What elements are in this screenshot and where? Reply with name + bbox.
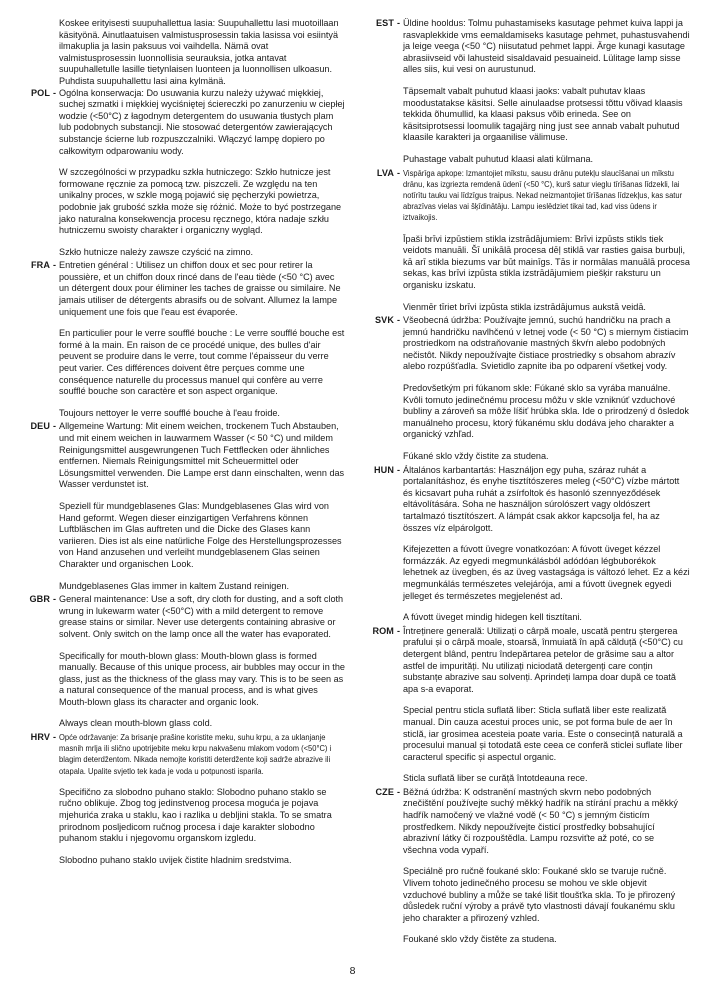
paragraph: En particulier pour le verre soufflé bouche : Le verre soufflé bouche est formé à la main. En raison de ce procédé unique, des bulles d'air peuvent se produire dans le verre, tout comme l'épaisseur du verre peut varier. Ces différences doivent être perçues comme une conséquence naturelle du processus manuel qui confère au verre soufflé bouche son caractère et son aspect organique.	[59, 328, 345, 397]
language-block	[14, 732, 346, 866]
paragraph: Īpaši brīvi izpūstiem stikla izstrādājumiem: Brīvi izpūsts stikls tiek veidots manuāli. Šī unikālā procesa dēļ stiklā var rasties gaisa burbuļi, kā arī stikla biezums var būt mainīgs. Tās ir normālas manuālā procesa sekas, kas brīvi izpūsta stikla izstrādājumiem piešķir raksturu un organisku izskatu.	[403, 233, 690, 290]
paragraph: Vienmēr tīriet brīvi izpūsta stikla izstrādājumus aukstā veidā.	[403, 301, 646, 312]
paragraph: Entretien général : Utilisez un chiffon doux et sec pour retirer la poussière, et un chiffon doux rincé dans de l'eau tiède (<50 °C) avec un détergent doux pour éliminer les taches de graisse ou similaire. Ne jamais utiliser de détergents abrasifs ou de solvant. Allumez la lampe uniquement une fois que l'eau est évaporée.	[59, 260, 341, 317]
right-column	[358, 18, 690, 948]
language-code-separator: -	[52, 732, 57, 743]
paragraph: Szkło hutnicze należy zawsze czyścić na zimno.	[59, 246, 254, 257]
paragraph: A fúvott üveget mindig hidegen kell tisztítani.	[403, 612, 582, 623]
paragraph: Sticla suflată liber se curăță întotdeauna rece.	[403, 773, 588, 784]
paragraph: Always clean mouth-blown glass cold.	[59, 718, 213, 729]
language-code-separator: -	[396, 464, 401, 475]
language-code-hun: HUN	[373, 464, 394, 475]
paragraph: Opće održavanje: Za brisanje prašine koristite meku, suhu krpu, a za uklanjanje masnih mrlja ili slično upotrijebite meku krpu nakvašenu mlakom vodom (<50°C) i blagim deterdžentom. Nikada nemojte koristiti deterdžente koji sadrže abrazive ili otapala. Upalite svjetlo tek kada je voda u potpunosti isparila.	[59, 732, 332, 776]
paragraph: Fúkané sklo vždy čistite za studena.	[403, 451, 549, 462]
language-block	[358, 626, 690, 785]
language-body-text	[403, 465, 690, 624]
language-body-text	[403, 168, 690, 314]
language-block	[358, 787, 690, 946]
paragraph: Mundgeblasenes Glas immer in kaltem Zustand reinigen.	[59, 580, 289, 591]
language-block	[358, 168, 690, 314]
language-code-rom: ROM	[372, 625, 394, 636]
page-footer	[0, 965, 705, 978]
paragraph: Foukané sklo vždy čistěte za studena.	[403, 934, 557, 945]
language-code-separator: -	[52, 421, 57, 432]
language-body-text	[403, 315, 690, 463]
two-column-layout	[14, 18, 691, 948]
language-code-separator: -	[396, 18, 401, 28]
paragraph: Specifično za slobodno puhano staklo: Slobodno puhano staklo se ručno oblikuje. Zbog tog jedinstvenog procesa moguća je pojava mjehurića zraka u staklu, kao i razlika u debljini stakla. To se smatra prirodnom posljedicom ručnog procesa i daje karakter slobodno puhanom staklu i njegovomu organskom izgledu.	[59, 786, 332, 844]
language-body-text	[403, 626, 690, 785]
paragraph: Speciálně pro ručně foukané sklo: Foukané sklo se tvaruje ručně. Vlivem tohoto jedinečného procesu se mohou ve skle objevit vzduchové bubliny a může se také lišit tloušťka skla. To je přirozený důsledek ruční výroby a právě tyto vlastnosti dávají foukanému sklu jeho charakter a přirozený vzhled.	[403, 866, 676, 923]
language-body-text	[403, 787, 690, 946]
language-code-fra: FRA	[31, 260, 50, 271]
left-column	[14, 18, 346, 868]
language-code-deu: DEU	[30, 421, 50, 432]
language-block	[358, 18, 690, 166]
paragraph: Üldine hooldus: Tolmu puhastamiseks kasutage pehmet kuiva lappi ja rasvaplekkide vms eemaldamiseks kasutage pehmet, puhastusvahendi ja leige veega (<50 °C) niisutatud pehmet lappi. Ärge kunagi kasutage abrasiivseid või lahusteid sisaldavaid pesuaineid. Lülitage lamp sisse alles siis, kui vesi on aurustunud.	[403, 18, 690, 75]
paragraph: Koskee erityisesti suupuhallettua lasia: Suupuhallettu lasi muotoillaan käsityönä. Ainutlaatuisen valmistusprosessin takia lasissa voi esiintyä ilmakuplia ja lasin paksuus voi vaihdella. Nämä ovat valmistusprosessin luonnollisia seurauksia, jotka antavat suupuhalletulle lasille tietynlaisen luonteen ja luonnollisen ulkoasun. Puhdista suupuhallettu lasi aina kylmänä.	[59, 18, 339, 86]
language-code-separator: -	[52, 87, 57, 98]
language-code-gbr: GBR	[29, 594, 50, 605]
language-block	[14, 421, 346, 592]
language-body-text	[59, 732, 346, 866]
language-block	[358, 465, 690, 624]
language-code-separator: -	[396, 167, 401, 178]
paragraph: Ogólna konserwacja: Do usuwania kurzu należy używać miękkiej, suchej szmatki i miękkiej wyciśniętej ściereczki po zanurzeniu w ciepłej wodzie (<50°C) z łagodnym detergentem do usuwania tłustych plam lub podobnych substancji. Nie stosować detergentów zawierających substancje ścierne lub rozpuszczalniki. Włączyć lampę dopiero po całkowitym odparowaniu wody.	[59, 87, 345, 156]
paragraph: Predovšetkým pri fúkanom skle: Fúkané sklo sa vyrába manuálne. Kvôli tomuto jedinečnému procesu môžu v skle vzniknúť vzduchové bubliny a zároveň sa môže líšiť hrúbka skla. Ide o prirodzený d ôsledok manuálneho procesu, ktorý fúkanému sklu dodáva jeho charakter a organický vzhľad.	[403, 383, 689, 440]
paragraph: General maintenance: Use a soft, dry cloth for dusting, and a soft cloth wrung in lukewarm water (<50°C) with a mild detergent to remove grease stains or similar. Never use detergents containing abrasive or solvent. Only switch on the lamp once all the water has evaporated.	[59, 594, 344, 639]
paragraph: Vispārīga apkope: Izmantojiet mīkstu, sausu drānu putekļu slaucīšanai un mīkstu drānu, kas izgriezta remdenā ūdenī (<50 °C), kurš satur vieglu tīrīšanas līdzekli, lai notīrītu tauku vai līdzīgus traipus. Nekad neizmantojiet tīrīšanas līdzekļus, kas satur abrazīvas vielas vai šķīdinātāju. Lampu ieslēdziet tikai tad, kad viss ūdens ir iztvaikojis.	[403, 167, 683, 223]
language-code-separator: -	[52, 594, 57, 605]
language-block	[358, 315, 690, 463]
paragraph: Special pentru sticla suflată liber: Sticla suflată liber este realizată manual. Din cauza acestui proces unic, se pot forma bule de aer în sticlă, iar grosimea acesteia poate varia. Este o consecință naturală a procesului manual și totodată este ceea ce conferă sticlei suflate liber caracterul specific și aspectul organic.	[403, 705, 683, 762]
paragraph: W szczególności w przypadku szkła hutniczego: Szkło hutnicze jest formowane ręcznie za pomocą tzw. piszczeli. Ze względu na ten unikalny proces, w szkle mogą pojawić się pęcherzyki powietrza, podobnie jak grubość szkła może się różnić. Może to być postrzegane jako naturalna konsekwencja procesu ręcznego, która nadaje szkłu hutniczemu swoisty charakter i organiczny wygląd.	[59, 167, 342, 236]
continuation-block	[14, 18, 346, 88]
language-code-hrv: HRV	[30, 732, 50, 743]
paragraph: Speziell für mundgeblasenes Glas: Mundgeblasenes Glas wird von Hand geformt. Wegen dieser einzigartigen Verfahrens können Luftbläschen im Glas auftreten und die Dicke des Glases kann variieren. Dies ist als eine natürliche Folge des Herstellungsprozesses von Hand anzusehen und verleiht mundgeblasenem Glas seinen Charakter und organischen Look.	[59, 500, 342, 569]
language-code-lva: LVA	[376, 167, 394, 178]
paragraph: Allgemeine Wartung: Mit einem weichen, trockenem Tuch Abstauben, und mit einem weichen in lauwarmem Wasser (< 50 °C) und mildem Reinigungsmittel ausgewrungenen Tuch Fettflecken oder ähnliches entfernen. Niemals Reinigungsmittel mit Scheuermittel oder Lösungsmittel verwenden. Die Lampe erst dann einschalten, wenn das Wasser verdunstet ist.	[59, 421, 345, 490]
paragraph: Kifejezetten a fúvott üvegre vonatkozóan: A fúvott üveget kézzel formázzák. Az egyedi megmunkálásból adódóan légbuborékok lehetnek az üvegben, és az üveg vastagsága is változó lehet. Ez a kézi megmunkálás természetes velejárója, ami a fúvott üvegnek egyedi jelleget és természetes megjelenést ad.	[403, 544, 690, 601]
language-code-svk: SVK	[375, 315, 394, 326]
language-code-pol: POL	[31, 87, 50, 98]
language-code-est: EST	[376, 18, 394, 28]
gutter-spacer	[14, 18, 59, 88]
paragraph: Slobodno puhano staklo uvijek čistite hladnim sredstvima.	[59, 854, 292, 865]
paragraph: Täpsemalt vabalt puhutud klaasi jaoks: vabalt puhutav klaas moodustatakse käsitsi. Selle ainulaadse protsessi tõttu võivad klaasis tekkida õhumullid, ka klaasi paksus võib erineda. See on käsitsiprotsessi loomulik tagajärg ning just see annab vabalt puhutud klaasile karakteri ja orgaanilise välimuse.	[403, 85, 683, 143]
page-number: 8	[349, 965, 356, 977]
language-code-separator: -	[396, 625, 401, 636]
language-body-text	[59, 88, 346, 259]
language-code-separator: -	[52, 260, 57, 271]
paragraph: Všeobecná údržba: Používajte jemnú, suchú handričku na prach a jemnú handričku navlhčenú v letnej vode (< 50 °C) s miernym čistiacim prostriedkom na odstraňovanie mastných škvŕn alebo podobných nečistôt. Nikdy nepoužívajte čistiace prostriedky s obsahom abrazív alebo rozpúšťadla. Svietidlo zapnite iba po odparení všetkej vody.	[403, 315, 689, 372]
paragraph: Általános karbantartás: Használjon egy puha, száraz ruhát a portalanításhoz, és enyhe tisztítószeres meleg (<50°C) vízbe mártott és kicsavart puha ruhát a zsírfoltok és hasonló szennyeződések eltávolítására. Soha ne használjon súrolószert vagy oldószert tartalmazó tisztítószert. A lámpát csak akkor kapcsolja fel, ha az összes víz elpárolgott.	[403, 464, 680, 533]
paragraph: Întreținere generală: Utilizați o cârpă moale, uscată pentru ștergerea prafului și o cârpă moale, stoarsă, înmuiată în apă călduță (<50°C) cu detergent blând, pentru îndepărtarea petelor de grăsime sau a altor astfel de impurități. Nu utilizați niciodată detergenți care conțin substanțe abrazive sau solvenți. Aprindeți lampa doar după ce toată apa s-a evaporat.	[403, 625, 683, 694]
paragraph: Toujours nettoyer le verre soufflé bouche à l'eau froide.	[59, 407, 280, 418]
language-body-text	[403, 18, 690, 166]
paragraph: Specifically for mouth-blown glass: Mouth-blown glass is formed manually. Because of this unique process, air bubbles may occur in the glass, just as the thickness of the glass may vary. This is to be seen as a natural consequence of the manual process, and is what gives Mouth-blown glass its character and organic look.	[59, 650, 345, 707]
language-block	[14, 260, 346, 419]
paragraph: Puhastage vabalt puhutud klaasi alati külmana.	[403, 153, 594, 164]
language-block	[14, 594, 346, 730]
language-code-cze: CZE	[375, 786, 394, 797]
language-body-text	[59, 421, 346, 592]
language-body-text	[59, 18, 346, 88]
language-body-text	[59, 594, 346, 730]
language-block	[14, 88, 346, 259]
language-code-separator: -	[396, 315, 401, 326]
language-code-separator: -	[396, 786, 401, 797]
language-body-text	[59, 260, 346, 419]
paragraph: Běžná údržba: K odstranění mastných skvrn nebo podobných znečištění používejte suchý měkký hadřík na stírání prachu a měkký hadřík namočený ve vlažné vodě (< 50 °C) s jemným čisticím prostředkem. Nikdy nepoužívejte čisticí prostředky bobsahující abrazivní látky či rozpouštědla. Lampu rozsviťte až poté, co se všechna voda vypaří.	[403, 786, 678, 855]
